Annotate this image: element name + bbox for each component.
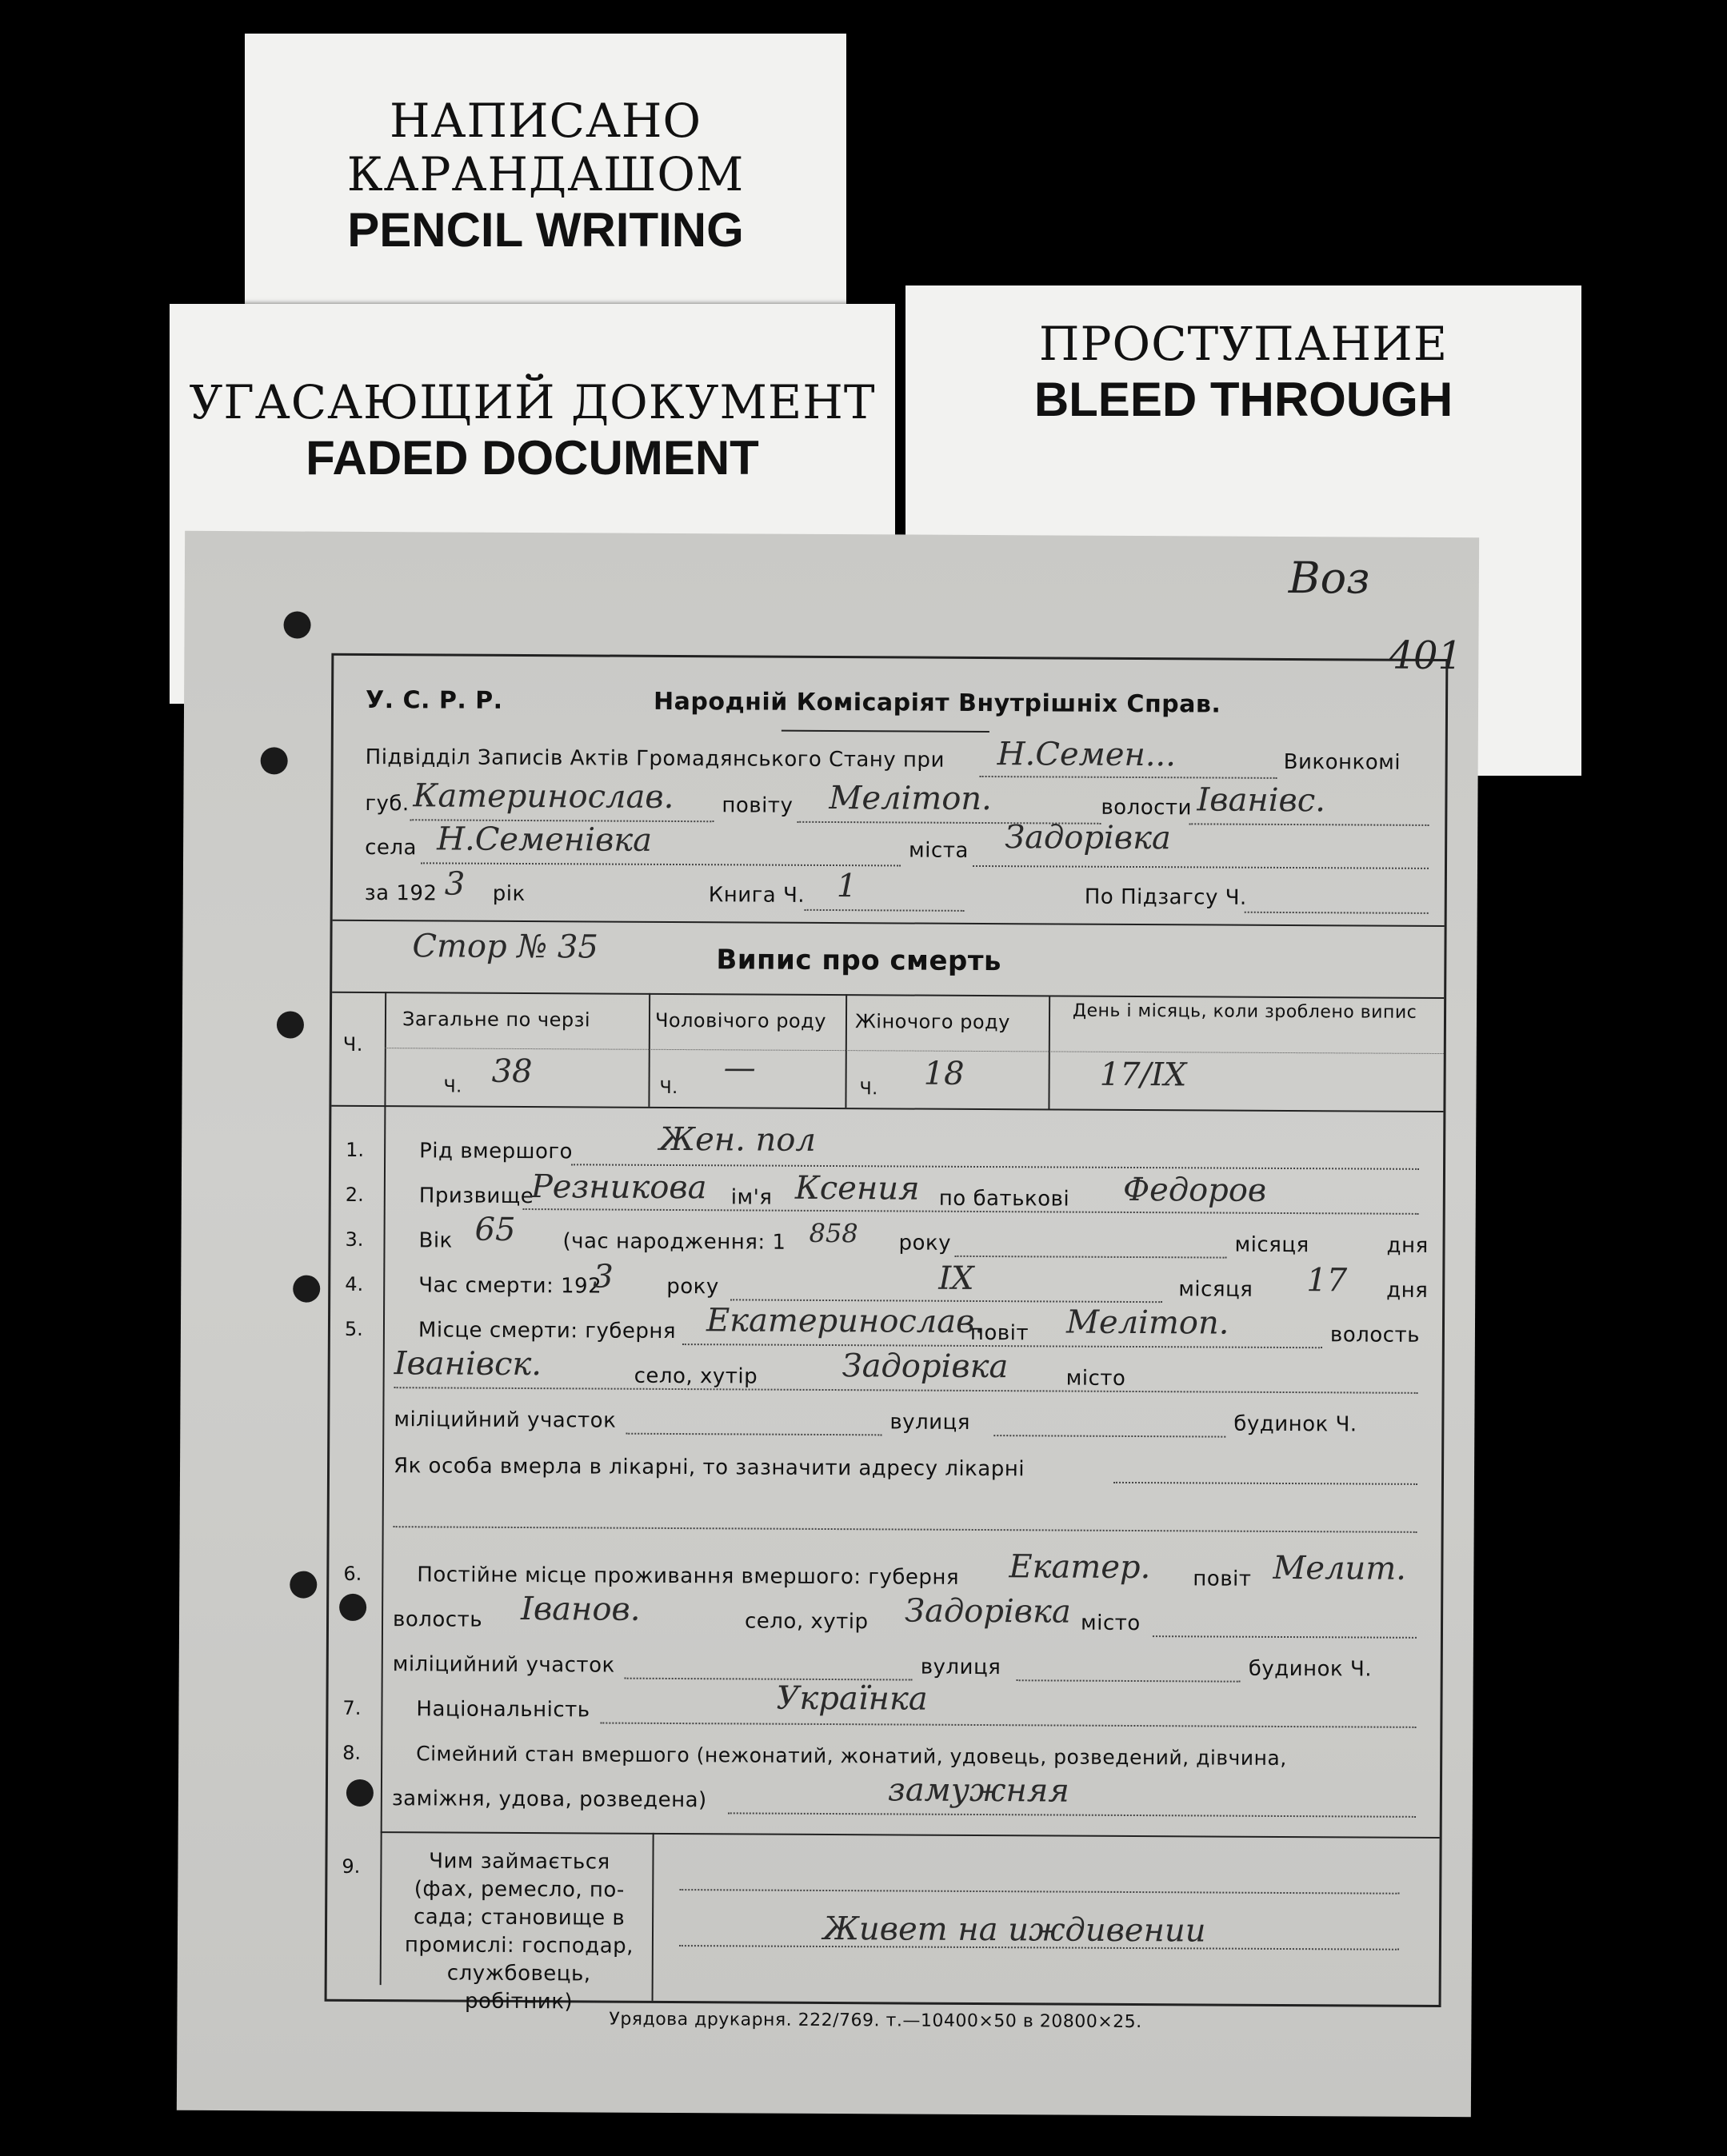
row-label: будинок Ч. [1233, 1411, 1357, 1437]
punch-hole [293, 1275, 320, 1302]
archive-mark: Воз [1288, 553, 1370, 604]
row-number: 7. [342, 1696, 362, 1719]
row-label: повіт [969, 1320, 1029, 1346]
row-number: 4. [345, 1272, 364, 1296]
handwritten-book: 1 [836, 868, 858, 905]
handwritten-value: Задорівка [842, 1348, 1009, 1386]
document-title: Випис про смерть [716, 944, 1002, 978]
subdivision-label: Підвідділ Записів Актів Громадянського Стану при [365, 745, 945, 773]
row-label: село, хутір [634, 1363, 758, 1389]
dots [394, 1387, 1418, 1394]
row-number: 2. [345, 1183, 364, 1206]
table-ch-general: Ч. [443, 1076, 462, 1097]
handwritten-value: Задорівка [905, 1592, 1071, 1631]
label-en: BLEED THROUGH [1033, 372, 1453, 426]
row-number: 8. [342, 1741, 362, 1764]
year-suffix: рік [492, 881, 526, 907]
number-col-line [380, 1105, 386, 1985]
row-label: дня [1386, 1233, 1429, 1258]
handwritten-value: Екатер. [1009, 1548, 1151, 1587]
printer-footer: Урядова друкарня. 222/769. т.—10400×50 в 20800×25. [609, 2009, 1142, 2033]
row-label: село, хутір [744, 1609, 869, 1635]
handwritten-date: 17/IX [1099, 1056, 1187, 1094]
table-col-ch: Ч. [342, 1032, 363, 1056]
row-label: Час смерти: 192 [418, 1273, 602, 1299]
label-en: FADED DOCUMENT [306, 430, 759, 485]
row-label: будинок Ч. [1248, 1656, 1373, 1682]
table-mid-rule [385, 1048, 1444, 1054]
selo-label: села [365, 835, 418, 860]
handwritten-misto: Задорівка [1005, 819, 1171, 857]
table-col-general: Загальне по черзі [402, 1008, 591, 1032]
dots [1017, 1679, 1241, 1682]
handwritten-value: IX [938, 1260, 974, 1297]
dots [679, 1889, 1399, 1894]
row-number: 6. [343, 1562, 362, 1585]
occupation-line: службовець, робітник) [446, 1961, 591, 2014]
handwritten-value: 858 [809, 1217, 858, 1249]
row-number: 9. [342, 1855, 361, 1878]
occupation-line: промислі: господар, [404, 1933, 634, 1958]
handwritten-gub: Катеринослав. [413, 777, 674, 816]
row-label: по батькові [938, 1186, 1070, 1212]
handwritten-value: Федоров [1122, 1171, 1267, 1209]
label-ru: НАПИСАНО КАРАНДАШОМ [346, 94, 745, 202]
header-rule [782, 730, 989, 733]
handwritten-value: Мелітоп. [1065, 1304, 1229, 1342]
row-label: року [898, 1231, 952, 1256]
handwritten-value: Іванівск. [394, 1345, 542, 1383]
label-ru: ПРОСТУПАНИЕ [1038, 317, 1449, 371]
sub-label: По Підзагсу Ч. [1084, 884, 1247, 910]
ussr-header: У. С. Р. Р. [365, 685, 503, 715]
row-label: Національність [416, 1697, 590, 1723]
dots [728, 1812, 1416, 1818]
row-label: Сімейний стан вмершого (нежонатий, жонатий, удовець, розведений, дівчина, [416, 1742, 1287, 1771]
dots [993, 1435, 1225, 1438]
handwritten-povit: Мелітоп. [829, 779, 992, 818]
label-card-pencil-writing [245, 34, 846, 320]
handwritten-value: Резникова [530, 1168, 707, 1207]
handwritten-value: Мелит. [1273, 1549, 1407, 1587]
row-label: року [666, 1274, 719, 1300]
row-label: повіт [1193, 1567, 1252, 1591]
handwritten-male: — [723, 1049, 756, 1087]
row-label: Як особа вмерла в лікарні, то зазначити адресу лікарні [393, 1454, 1025, 1482]
dots [973, 865, 1429, 869]
row-label: вулиця [920, 1655, 1001, 1680]
rule [381, 1831, 1440, 1839]
dots [421, 862, 901, 866]
row-number: 5. [344, 1317, 363, 1340]
handwritten-female: 18 [923, 1055, 965, 1092]
handwritten-value: 17 [1306, 1262, 1348, 1300]
rule [333, 920, 1445, 927]
handwritten-year: 3 [444, 865, 466, 903]
label-en: PENCIL WRITING [347, 202, 744, 257]
executive-label: Виконкомі [1283, 749, 1401, 775]
handwritten-value: 3 [593, 1258, 614, 1296]
dots [954, 1256, 1226, 1259]
table-bottom-rule [331, 1105, 1443, 1112]
dots [626, 1433, 881, 1436]
occupation-line: сада; становище в [413, 1905, 626, 1930]
volost-label: волости [1101, 795, 1193, 820]
row-label: волость [392, 1607, 483, 1632]
label-ru: УГАСАЮЩИЙ ДОКУМЕНТ [189, 375, 876, 429]
handwritten-selo: Н.Семенівка [437, 820, 653, 859]
row-label: заміжня, удова, розведена) [391, 1787, 707, 1813]
handwritten-value: Екатеринослав. [706, 1302, 985, 1341]
table-col-female: Жіночого роду [854, 1010, 1010, 1034]
handwritten-value: Українка [776, 1679, 928, 1718]
commissariat-header: Народній Комісаріят Внутрішніх Справ. [653, 687, 1221, 719]
death-certificate-sheet [177, 531, 1479, 2117]
row-label: Рід вмершого [419, 1139, 574, 1164]
row-label: місто [1065, 1366, 1126, 1391]
row-label: Постійне місце проживання вмершого: губерня [417, 1563, 960, 1590]
table-col-male: Чоловічого роду [654, 1008, 827, 1032]
year-label: за 192 [364, 880, 438, 906]
row-number: 3. [345, 1228, 364, 1251]
occupation-line: Чим займається [429, 1849, 610, 1875]
row-number: 1. [346, 1138, 365, 1161]
row-label: вулиця [889, 1410, 971, 1435]
dots [805, 909, 965, 912]
dots [980, 776, 1277, 779]
handwritten-subdivision: Н.Семен... [997, 736, 1177, 774]
form-frame [325, 653, 1449, 2014]
handwritten-general: 38 [491, 1052, 533, 1091]
dots [1189, 823, 1429, 826]
row-label: дня [1386, 1278, 1429, 1303]
punch-hole [277, 1011, 304, 1038]
row-label: волость [1329, 1323, 1421, 1348]
punch-hole [290, 1571, 317, 1598]
povit-label: повіту [722, 793, 794, 818]
handwritten-value: замужняя [887, 1771, 1069, 1810]
row-label: Призвище [418, 1184, 534, 1209]
punch-hole [261, 747, 288, 774]
dots [394, 1526, 1417, 1533]
table-col-date: День і місяць, коли зроблено випис [1072, 1000, 1417, 1023]
row-label: Місце смерти: губерня [418, 1318, 677, 1344]
dots [1153, 1635, 1417, 1639]
gub-label: губ. [365, 791, 410, 816]
col-line [652, 1833, 654, 2001]
row-label: місто [1080, 1611, 1141, 1636]
row-label: міліцийний участок [394, 1407, 617, 1433]
handwritten-value: Живет на иждивении [822, 1910, 1206, 1950]
row-label: місяця [1234, 1232, 1309, 1258]
table-top-rule [332, 992, 1444, 999]
occupation-line: (фах, ремесло, по- [414, 1877, 625, 1902]
handwritten-volost: Іванівс. [1197, 781, 1326, 820]
handwritten-value: 65 [474, 1211, 516, 1248]
row-label: міліцийний участок [392, 1652, 615, 1678]
row-label: ім'я [730, 1185, 773, 1210]
handwritten-value: Іванов. [521, 1590, 641, 1628]
row-label: місяця [1178, 1277, 1253, 1302]
handwritten-value: Ксения [794, 1169, 920, 1208]
handwritten-value: Жен. пол [659, 1120, 817, 1159]
dots [1113, 1482, 1417, 1485]
dots [600, 1723, 1416, 1728]
dots [1245, 912, 1429, 914]
table-ch-male: Ч. [659, 1077, 678, 1099]
book-label: Книга Ч. [708, 883, 806, 908]
occupation-label [390, 1847, 647, 2017]
misto-label: міста [909, 838, 969, 863]
table-ch-female: Ч. [859, 1079, 878, 1100]
handwritten-page-note: Стор № 35 [412, 928, 598, 966]
punch-hole [283, 611, 310, 638]
row-label: Вік [418, 1228, 453, 1253]
archive-number: 401 [1389, 633, 1463, 679]
row-label: (час народження: 1 [562, 1229, 786, 1255]
